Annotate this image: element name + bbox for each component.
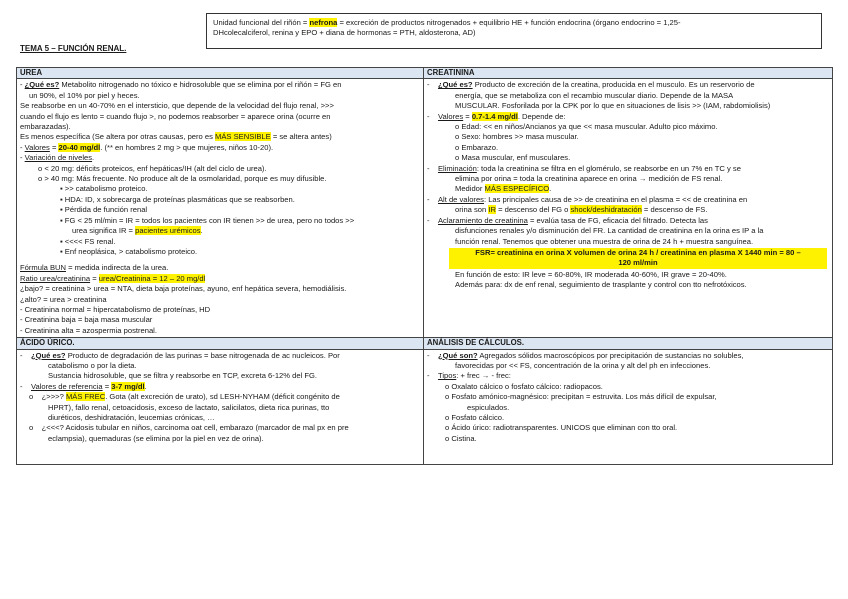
text-line: elimina por orina = toda la creatinina aparece en orina → medición de FS renal. — [455, 174, 723, 184]
text-line: Ratio urea/creatinina = urea/Creatinina = 12 – 20 mg/dl — [20, 273, 206, 283]
section-acido-urico — [17, 349, 424, 464]
text-line: función renal. Tenemos que obtener una muestra de orina de 24 h + muestra sanguínea. — [455, 236, 754, 246]
text-line: Es menos específica (Se altera por otras causas, pero es MÁS SENSIBLE = se altera antes) — [20, 132, 332, 142]
list-item: o Fosfato cálcico. — [445, 413, 505, 422]
list-item: urea significa IR = pacientes urémicos. — [72, 226, 203, 236]
text-line: ¿bajo? = creatinina > urea = NTA, dieta baja proteínas, ayuno, enf hepática severa, hemodiálisis. — [20, 284, 347, 294]
header-text: = excreción de productos nitrogenados + equilibrio HE + función endocrina (órgano endocrino = 1,25- — [337, 18, 681, 27]
text-line: ¿alto? = urea > creatinina — [20, 294, 107, 304]
list-item: o ¿>>>? MÁS FREC. Gota (alt excreción de urato), sd LESH-NYHAM (déficit congénito de — [29, 392, 340, 402]
list-item: - Creatinina alta = azospermia postrenal. — [20, 325, 157, 335]
list-item: o Oxalato cálcico o fosfato cálcico: radiopacos. — [445, 381, 603, 391]
list-item: - Creatinina baja = baja masa muscular — [20, 315, 153, 325]
list-item: ▪ Enf neoplásica, > catabolismo proteico. — [60, 246, 198, 256]
list-item: o Fosfato amónico-magnésico: precipitan = estruvita. Los más difícil de expulsar, — [445, 392, 717, 402]
section-title-urea: UREA — [17, 68, 424, 79]
text-line: Se reabsorbe en un 40-70% en el intersticio, que depende de la velocidad del flujo renal, >>> — [20, 101, 334, 111]
section-title-acido-urico: ÁCIDO ÚRICO. — [17, 338, 424, 349]
list-item: o Sexo: hombres >> masa muscular. — [455, 132, 579, 142]
list-item: o Embarazo. — [455, 142, 499, 152]
text-line: En función de esto: IR leve = 60-80%, IR moderada 40-60%, IR grave = 20-40%. — [455, 269, 727, 279]
text-line: Sustancia hidrosoluble, que se filtra y reabsorbe en TCP, excreta 6-12% del FG. — [48, 371, 318, 381]
text-line: catabolismo o por la dieta. — [48, 360, 137, 370]
fsr-line: FSR= creatinina en orina X volumen de orina 24 h / creatinina en plasma X 1440 min = 80 – — [475, 247, 801, 257]
text-line: cuando el flujo es lento = cuando flujo >, no podemos reabsorber = aparece orina (ocurre en — [20, 111, 331, 121]
list-item: ▪ FG < 25 ml/min = IR = todos los pacientes con IR tienen >> de urea, pero no todos >> — [60, 215, 355, 225]
header-line-2: DHcolecalciferol, renina y EPO + diana de hormonas = PTH, aldosterona, AD) — [213, 28, 476, 38]
list-item: o Masa muscular, enf musculares. — [455, 153, 571, 163]
list-item: o Ácido úrico: radiotransparentes. UNICOS que eliminan con tto oral. — [445, 423, 678, 433]
text-line: - ¿Qué son? Agregados sólidos macroscópicos por precipitación de sustancias no solubles, — [427, 350, 744, 360]
text-line: - ¿Qué es? Producto de excreción de la creatina, producida en el musculo. Es un reservorio de — [427, 80, 755, 90]
text-line: Fórmula BUN = medida indirecta de la urea. — [20, 263, 169, 273]
header-line-1 — [213, 18, 815, 28]
header-highlight: nefrona — [309, 18, 338, 27]
text-line: - Aclaramiento de creatinina = evalúa tasa de FG, eficacia del filtrado. Detecta las — [427, 215, 708, 225]
content-table — [16, 67, 833, 465]
header-box — [206, 13, 822, 49]
section-title-creatinina: CREATININA — [424, 68, 833, 79]
text-line: - ¿Qué es? Producto de degradación de las purinas = base nitrogenada de ac nucleicos. Por — [20, 350, 340, 360]
text-line: orina son IR = descenso del FG o shock/deshidratación = descenso de FS. — [455, 205, 708, 215]
header-text: Unidad funcional del riñón = — [213, 18, 310, 27]
text-line: espiculados. — [467, 402, 510, 412]
list-item: o ¿<<<? Acidosis tubular en niños, carcinoma oat cell, embarazo (marcador de mal px en pre — [29, 423, 349, 433]
section-analisis-calculos — [424, 349, 833, 464]
text-line: un 90%, el 10% por piel y heces. — [29, 90, 140, 100]
text-line: energía, que se metaboliza con el recambio muscular diario. Depende de la MASA — [455, 90, 734, 100]
text-line: MUSCULAR. Fosforilada por la CPK por lo que en situaciones de lisis >> (IAM, rabdomiolisis) — [455, 101, 771, 111]
text-line: - ¿Qué es? Metabolito nitrogenado no tóxico e hidrosoluble que se elimina por el riñón = FG en — [20, 80, 342, 90]
text-line: - Alt de valores: Las principales causa de >> de creatinina en el plasma = << de creatinina en — [427, 194, 748, 204]
fsr-formula — [449, 248, 827, 269]
text-line: - Valores = 20-40 mg/dl. (** en hombres 2 mg > que mujeres, niños 10-20). — [20, 142, 274, 152]
list-item: o > 40 mg: Más frecuente. No produce alt de la osmolaridad, porque es muy difusible. — [38, 174, 327, 184]
text-line: - Eliminación: toda la creatinina se filtra en el glomérulo, se reabsorbe en un 7% en TC y se — [427, 163, 741, 173]
text-line: embarazadas). — [20, 122, 71, 132]
list-item: - Creatinina normal = hipercatabolismo de proteínas, HD — [20, 304, 211, 314]
fsr-line: 120 ml/min — [618, 258, 658, 268]
section-creatinina — [424, 79, 833, 338]
list-item: o Cistina. — [445, 433, 477, 443]
text-line: - Valores = 0.7-1.4 mg/dl. Depende de: — [427, 111, 566, 121]
list-item: o < 20 mg: déficits proteicos, enf hepáticas/IH (alt del ciclo de urea). — [38, 163, 267, 173]
text-line: disfunciones renales y/o disminución del FR. La cantidad de creatinina en la orina es IP a la — [455, 226, 764, 236]
text-line: eclampsia), quemaduras (se elimina por la piel en vez de orina). — [48, 433, 264, 443]
text-line: Además para: dx de enf renal, seguimiento de trasplante y control con tto nefrotóxicos. — [455, 280, 747, 290]
text-line: HPRT), fallo renal, cetoacidosis, exceso de lactato, salicilatos, dieta rica purinas, tto — [48, 402, 330, 412]
list-item: ▪ >> catabolismo proteico. — [60, 184, 148, 194]
text-line: - Valores de referencia = 3-7 mg/dl. — [20, 381, 147, 391]
text-line: diuréticos, deshidratación, leucemias crónicas, … — [48, 413, 215, 422]
list-item: ▪ HDA: ID, x sobrecarga de proteínas plasmáticas que se reabsorben. — [60, 194, 295, 204]
list-item: o Edad: << en niños/Ancianos ya que << masa muscular. Adulto pico máximo. — [455, 122, 718, 132]
text-line: - Tipos: + frec → - frec: — [427, 371, 511, 381]
section-urea — [17, 79, 424, 338]
list-item: ▪ Pérdida de función renal — [60, 205, 148, 215]
text-line: - Variación de niveles. — [20, 153, 95, 163]
page-title: TEMA 5 – FUNCIÓN RENAL. — [20, 44, 127, 53]
section-title-analisis-calculos: ANÁLISIS DE CÁLCULOS. — [424, 338, 833, 349]
text-line: Medidor MÁS ESPECÍFICO. — [455, 184, 552, 194]
list-item: ▪ <<<< FS renal. — [60, 236, 116, 246]
text-line: favorecidas por << FS, concentración de la orina y alt del ph en infecciones. — [455, 360, 711, 370]
